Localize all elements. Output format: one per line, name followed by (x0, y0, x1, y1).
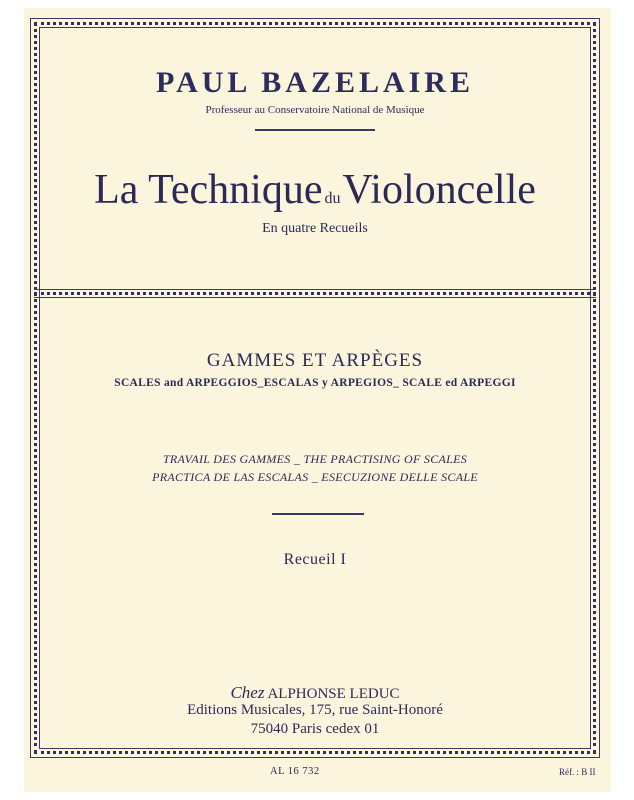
work-title-part1: La Technique (94, 167, 323, 213)
work-subtitle: En quatre Recueils (262, 221, 368, 236)
title-rule (255, 129, 375, 131)
publisher-prefix: Chez (230, 683, 265, 702)
publisher-name-line (150, 683, 480, 703)
publisher-name: ALPHONSE LEDUC (267, 686, 400, 702)
work-title-part2: Violoncelle (342, 167, 536, 213)
publisher-address-2: 75040 Paris cedex 01 (250, 721, 380, 737)
collection-number: Recueil I (283, 551, 347, 568)
catalog-number: AL 16 732 (270, 766, 320, 777)
reference-code: Réf. : B II (559, 767, 596, 777)
volume-heading: GAMMES ET ARPÈGES (206, 350, 424, 371)
author-subtitle: Professeur au Conservatoire National de Musique (205, 104, 425, 116)
volume-translations: SCALES and ARPEGGIOS_ESCALAS y ARPEGIOS_ SCALE ed ARPEGGI (114, 377, 516, 389)
topic-line-2: PRACTICA DE LAS ESCALAS _ ESECUZIONE DELLE SCALE (152, 470, 478, 484)
topic-rule (272, 513, 364, 515)
section-divider (34, 289, 596, 299)
work-title (40, 166, 590, 214)
publisher-address-1: Editions Musicales, 175, rue Saint-Honoré (187, 702, 443, 718)
author-name: PAUL BAZELAIRE (155, 66, 474, 99)
work-title-connector: du (324, 190, 341, 207)
topic-line-1: TRAVAIL DES GAMMES _ THE PRACTISING OF SCALES (162, 452, 468, 466)
